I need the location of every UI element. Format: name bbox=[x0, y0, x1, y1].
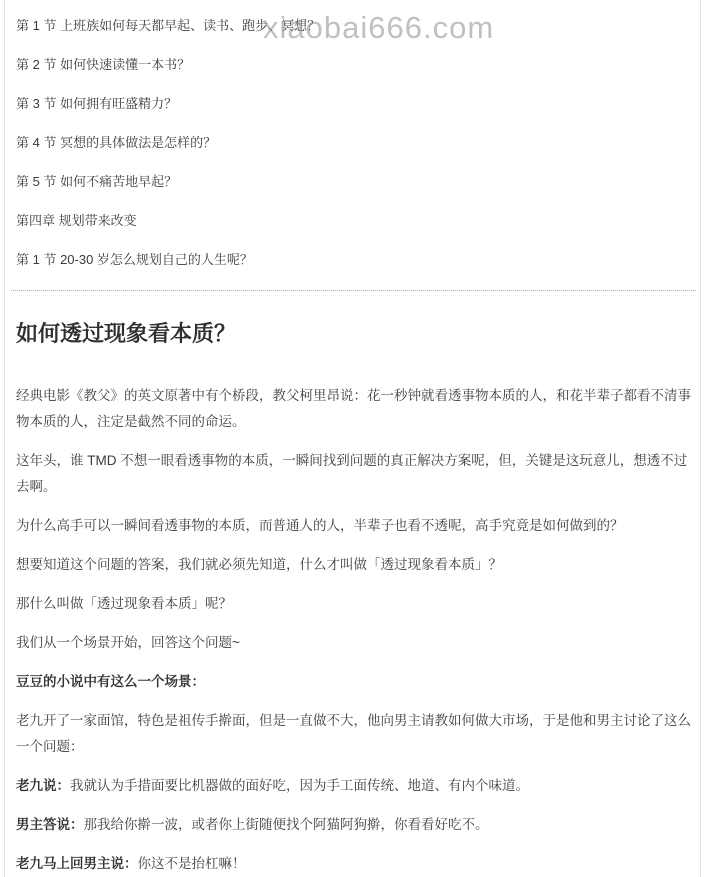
article-paragraph bbox=[16, 773, 696, 799]
paragraph-text: 你这不是抬杠嘛！ bbox=[137, 856, 246, 871]
table-of-contents bbox=[16, 17, 696, 269]
paragraph-text: 为什么高手可以一瞬间看透事物的本质，而普通人的人，半辈子也看不透呢，高手究竟是如何做到的？ bbox=[16, 518, 624, 533]
article-paragraph bbox=[16, 851, 696, 877]
paragraph-text: 经典电影《教父》的英文原著中有个桥段，教父柯里昂说：花一秒钟就看透事物本质的人，和花半辈子都看不清事物本质的人，注定是截然不同的命运。 bbox=[16, 388, 691, 429]
paragraph-bold-prefix: 老九说： bbox=[16, 778, 70, 793]
paragraph-text: 老九开了一家面馆，特色是祖传手擀面，但是一直做不大，他向男主请教如何做大市场，于是他和男主讨论了这么一个问题： bbox=[16, 713, 691, 754]
document-page bbox=[4, 0, 701, 877]
article-paragraph bbox=[16, 552, 696, 578]
toc-item-6: 第四章 规划带来改变 bbox=[16, 213, 137, 228]
article-paragraph bbox=[16, 708, 696, 760]
article-paragraph bbox=[16, 812, 696, 838]
article-paragraph bbox=[16, 383, 696, 435]
toc-item-4: 第 4 节 冥想的具体做法是怎样的？ bbox=[16, 135, 217, 150]
article-paragraph bbox=[16, 513, 696, 539]
article-paragraph bbox=[16, 448, 696, 500]
paragraph-text: 那什么叫做「透过现象看本质」呢？ bbox=[16, 596, 232, 611]
watermark: xiaobai666.com bbox=[263, 10, 495, 45]
paragraph-text: 这年头，谁 TMD 不想一眼看透事物的本质，一瞬间找到问题的真正解决方案呢，但，关键是这玩意儿，想透不过去啊。 bbox=[16, 453, 688, 494]
paragraph-bold-prefix: 老九马上回男主说： bbox=[16, 856, 138, 871]
paragraph-text: 我就认为手措面要比机器做的面好吃，因为手工面传统、地道、有内个味道。 bbox=[70, 778, 529, 793]
article-title: 如何透过现象看本质？ bbox=[16, 321, 237, 346]
toc-item-1: 第 1 节 上班族如何每天都早起、读书、跑步、冥想？ bbox=[16, 18, 321, 33]
toc-item-7: 第 1 节 20-30 岁怎么规划自己的人生呢？ bbox=[16, 252, 253, 267]
toc-item-5: 第 5 节 如何不痛苦地早起？ bbox=[16, 174, 178, 189]
paragraph-text: 我们从一个场景开始，回答这个问题~ bbox=[16, 635, 240, 650]
paragraph-text: 想要知道这个问题的答案，我们就必须先知道，什么才叫做「透过现象看本质」？ bbox=[16, 557, 502, 572]
section-divider bbox=[11, 290, 696, 291]
toc-item-2: 第 2 节 如何快速读懂一本书？ bbox=[16, 57, 191, 72]
toc-item-3: 第 3 节 如何拥有旺盛精力？ bbox=[16, 96, 178, 111]
article-paragraph bbox=[16, 591, 696, 617]
article-paragraph bbox=[16, 669, 696, 695]
paragraph-text: 那我给你擀一波，或者你上街随便找个阿猫阿狗擀，你看看好吃不。 bbox=[83, 817, 489, 832]
paragraph-bold-prefix: 男主答说： bbox=[16, 817, 84, 832]
article-paragraph bbox=[16, 630, 696, 656]
paragraph-bold-prefix: 豆豆的小说中有这么一个场景： bbox=[16, 674, 205, 689]
